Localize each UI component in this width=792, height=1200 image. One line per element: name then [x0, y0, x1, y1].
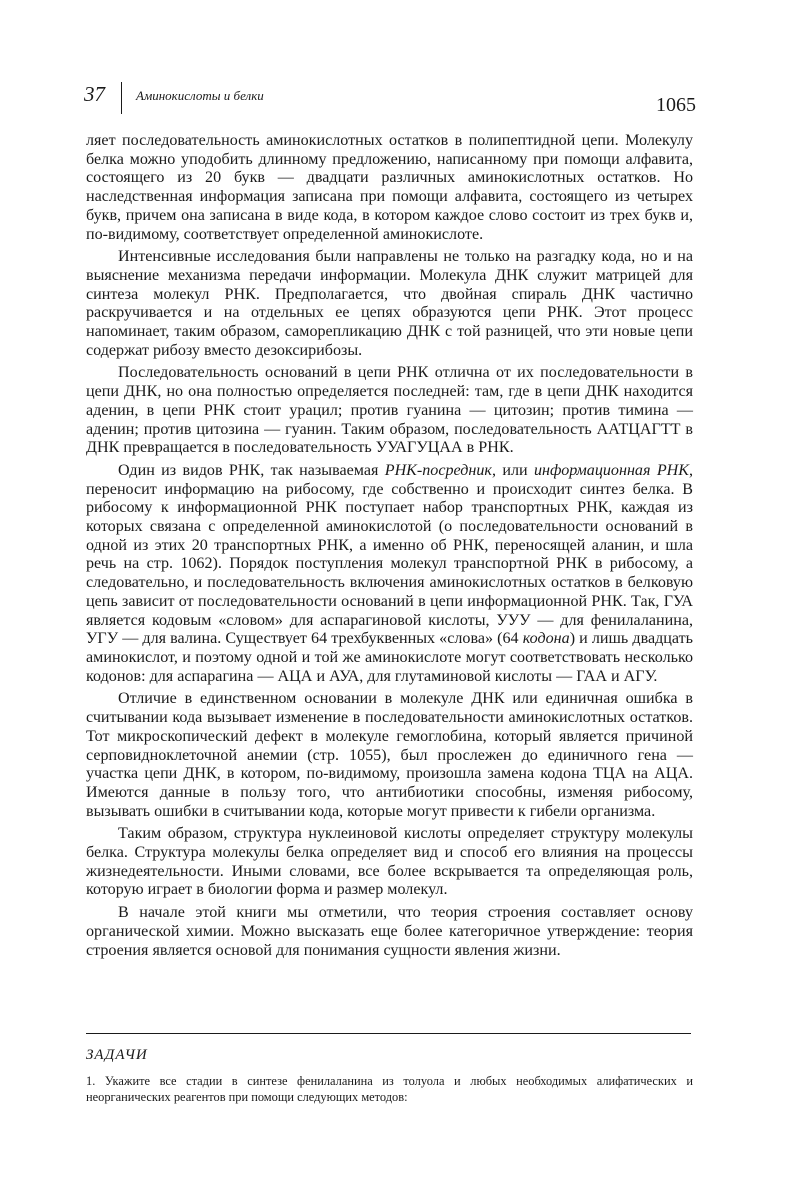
page-number: 1065	[656, 94, 696, 116]
header-divider	[121, 82, 122, 114]
paragraph: Последовательность оснований в цепи РНК отлична от их последовательности в цепи ДНК, но она полностью определяется последней: там, где в цепи ДНК находится аденин, в цепи РНК стоит урацил; против гуанина — цитозин; против тимина — аденин; против цитозина — гуанин. Таким образом, последовательность ААТЦАГТТ в ДНК превращается в последовательность УУАГУЦАА в РНК.	[86, 364, 693, 457]
term-emphasis: кодона	[522, 630, 570, 648]
paragraph: Интенсивные исследования были направлены не только на разгадку кода, но и на выяснение механизма передачи информации. Молекула ДНК служит матрицей для синтеза молекул РНК. Предполагается, что двойная спираль ДНК частично раскручивается и на отдельных ее цепях образуются цепи РНК. Этот процесс напоминает, таким образом, саморепликацию ДНК с той разницей, что эти новые цепи содержат рибозу вместо дезоксирибозы.	[86, 248, 693, 359]
paragraph	[86, 462, 693, 686]
body-text	[86, 132, 693, 960]
section-divider	[86, 1033, 691, 1034]
term-emphasis: РНК-посредник	[384, 461, 492, 479]
paragraph: Таким образом, структура нуклеиновой кислоты определяет структуру молекулы белка. Структура молекулы белка определяет вид и способ его влияния на процессы жизнедеятельности. Иными словами, все более вскрывается та определяющая роль, которую играет в биологии форма и размер молекул.	[86, 825, 693, 899]
tasks-heading: ЗАДАЧИ	[86, 1047, 148, 1063]
paragraph: Отличие в единственном основании в молекуле ДНК или единичная ошибка в считывании кода вызывает изменение в последовательности аминокислотных остатков. Тот микроскопический дефект в молекуле гемоглобина, который является причиной серповидноклеточной анемии (стр. 1055), был прослежен до единичного гена — участка цепи ДНК, в котором, по-видимому, произошла замена кодона ТЦА на АЦА. Имеются данные в пользу того, что антибиотики способны, изменяя рибосому, вызывать ошибки в считывании кода, которые могут привести к гибели организма.	[86, 690, 693, 820]
problem-list	[86, 1073, 693, 1105]
text-run: Один из видов РНК, так называемая	[118, 461, 385, 479]
paragraph: В начале этой книги мы отметили, что теория строения составляет основу органической химии. Можно высказать еще более категоричное утверждение: теория строения является основой для понимания сущности явления жизни.	[86, 904, 693, 959]
paragraph-continued: ляет последовательность аминокислотных остатков в полипептидной цепи. Молекулу белка можно уподобить длинному предложению, написанному при помощи алфавита, состоящего из 20 букв — двадцати различных аминокислотных остатков. Но наследственная информация записана при помощи алфавита, состоящего из четырех букв, причем она записана в виде кода, в котором каждое слово состоит из трех букв и, по-видимому, соответствует определенной аминокислоте.	[86, 132, 693, 243]
text-run: , или	[491, 461, 534, 479]
text-run: ) и лишь двадцать аминокислот, и поэтому одной и той же аминокислоте могут соответствовать несколько кодонов: для аспарагина — АЦА и АУА, для глутаминовой кислоты — ГАА и АГУ.	[86, 630, 694, 685]
chapter-number: 37	[84, 82, 105, 106]
running-header	[84, 82, 696, 122]
term-emphasis: информационная РНК	[533, 461, 689, 479]
text-run: , переносит информацию на рибосому, где собственно и происходит синтез белка. В рибосому к информационной РНК поступает набор транспортных РНК, каждая из которых связана с определенной аминокислотой (о последовательности оснований в одной из этих 20 транспортных РНК, а именно об РНК, переносящей аланин, и шла речь на стр. 1062). Порядок поступления молекул транспортной РНК в рибосому, а следовательно, и последовательность включения аминокислотных остатков в белковую цепь зависит от последовательности оснований в цепи информационной РНК. Так, ГУА является кодовым «словом» для аспарагиновой кислоты, УУУ — для фенилаланина, УГУ — для валина. Существует 64 трехбуквенных «слова» (64	[86, 461, 693, 648]
problem-item: 1. Укажите все стадии в синтезе фенилаланина из толуола и любых необходимых алифатических и неорганических реагентов при помощи следующих методов:	[86, 1074, 693, 1104]
chapter-title: Аминокислоты и белки	[136, 88, 264, 103]
